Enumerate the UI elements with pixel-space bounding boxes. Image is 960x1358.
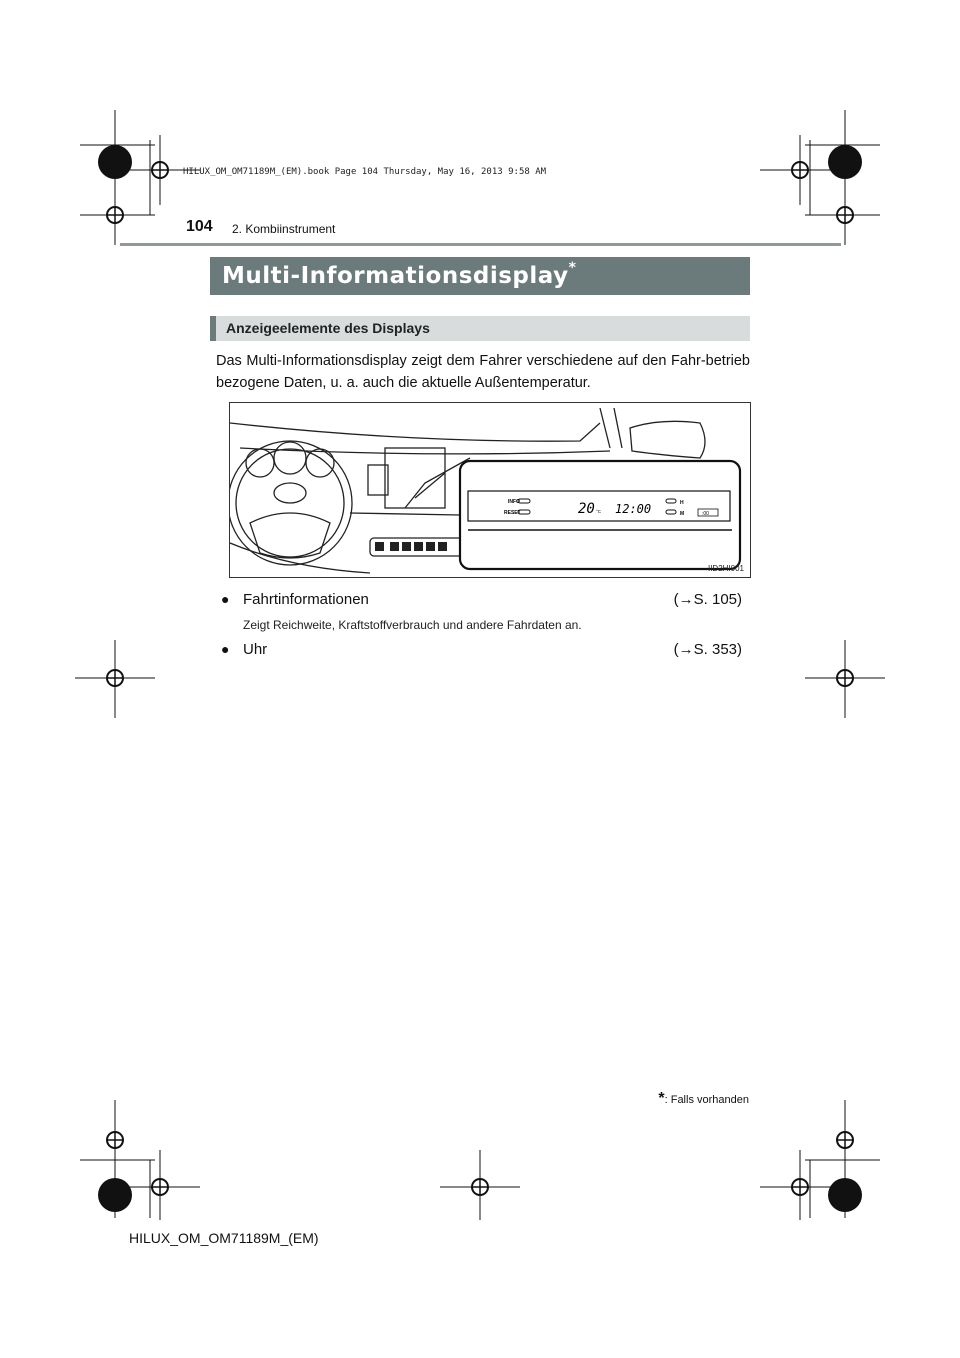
item-label: Fahrtinformationen: [243, 591, 369, 608]
subsection-title: Anzeigeelemente des Displays: [226, 320, 430, 336]
bullet-icon: ●: [221, 591, 230, 607]
colon-zero-label: :00: [702, 511, 709, 517]
item-description: Zeigt Reichweite, Kraftstoffverbrauch und andere Fahrdaten an.: [243, 618, 582, 632]
item-label: Uhr: [243, 641, 268, 658]
reset-label: RESET: [504, 510, 521, 516]
intro-paragraph: Das Multi-Informationsdisplay zeigt dem Fahrer verschiedene auf den Fahr-betrieb bezogene Daten, u. a. auch die aktuelle Außentemperatur.: [216, 353, 750, 391]
section-title-bar: [210, 257, 750, 295]
temperature-value: 20: [578, 501, 595, 517]
page-number: 104: [186, 218, 213, 235]
dashboard-drawing: [230, 403, 750, 577]
page-reference: (→S. 105): [673, 591, 742, 608]
header-rule: [120, 243, 841, 246]
section-title-text: Multi-Informationsdisplay: [222, 263, 569, 289]
figure-code: IID2HI001: [707, 564, 744, 573]
m-label: M: [680, 511, 685, 517]
page-footer: HILUX_OM_OM71189M_(EM): [129, 1230, 319, 1246]
temperature-unit: °C: [596, 509, 602, 514]
chapter-title: 2. Kombiinstrument: [232, 222, 336, 236]
page-reference: (→S. 353): [673, 641, 742, 658]
h-label: H: [680, 500, 684, 506]
footnote-text: : Falls vorhanden: [664, 1094, 749, 1106]
bullet-icon: ●: [221, 641, 230, 657]
footnote-mark: *: [658, 1090, 665, 1107]
subsection-bar: [210, 316, 750, 341]
info-label: INFO: [508, 499, 520, 505]
footnote: [658, 1090, 749, 1108]
print-header: HILUX_OM_OM71189M_(EM).book Page 104 Thursday, May 16, 2013 9:58 AM: [183, 167, 547, 177]
dashboard-illustration: [229, 402, 751, 578]
section-title-mark: *: [568, 260, 577, 276]
section-title: [222, 260, 577, 289]
clock-value: 12:00: [615, 502, 652, 516]
